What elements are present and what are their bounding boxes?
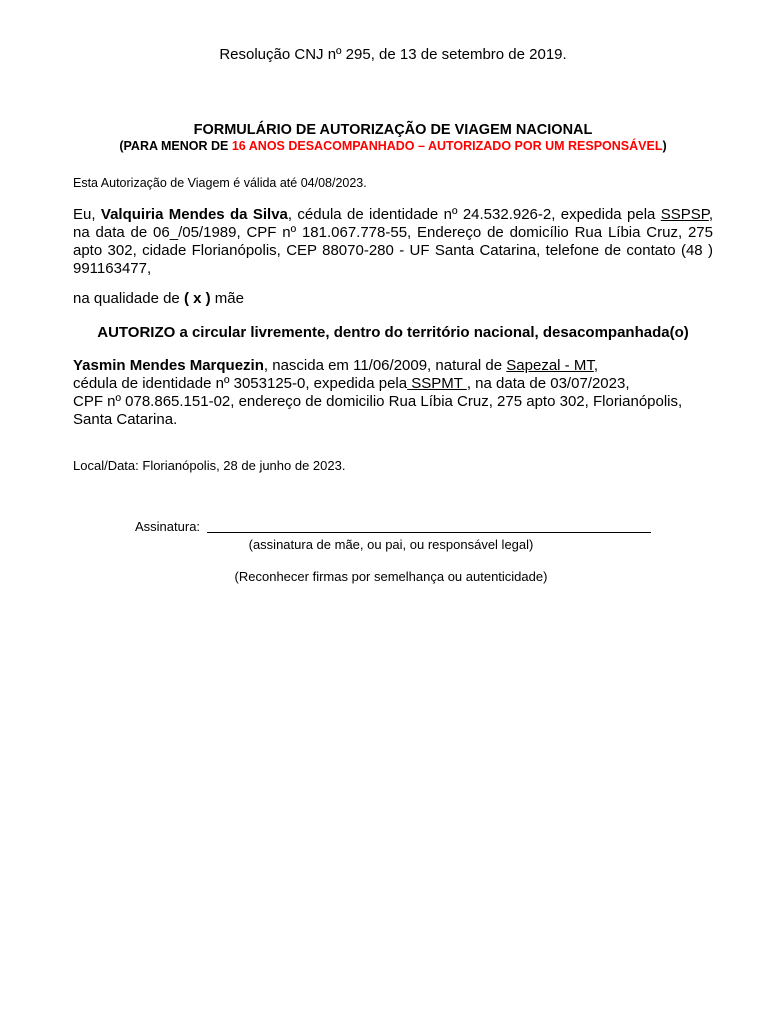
guardian-name: Valquiria Mendes da Silva xyxy=(100,206,288,223)
minor-line-3: CPF nº 078.865.151-02, endereço de domicilio Rua Líbia Cruz, 275 apto 302, Florianópolis, Santa Catarina. xyxy=(73,393,683,428)
resolution-reference: Resolução CNJ nº 295, de 13 de setembro de 2019. xyxy=(219,46,567,63)
capacity-role: mãe xyxy=(210,290,244,307)
minor-birthplace: Sapezal - MT xyxy=(506,357,594,374)
signature-note: (assinatura de mãe, ou pai, ou responsável legal) xyxy=(248,537,534,552)
guardian-details: , na data de 06_/05/1989, CPF nº 181.067.778-55, Endereço de domicílio Rua Líbia Cruz, 275 apto 302, cidade Florianópolis, CEP 88070-280 - UF Santa Catarina, telefone de contato (48 ) 991163477, xyxy=(73,206,713,277)
guardian-id-text: , cédula de identidade nº 24.532.926-2, expedida pela xyxy=(287,206,661,223)
guardian-prefix: Eu, xyxy=(73,206,101,223)
validity-statement: Esta Autorização de Viagem é válida até 04/08/2023. xyxy=(73,176,367,190)
notarization-note: (Reconhecer firmas por semelhança ou autenticidade) xyxy=(234,569,548,584)
minor-paragraph xyxy=(73,357,713,429)
capacity-checkbox-mark: ( x ) xyxy=(183,290,211,307)
capacity-prefix: na qualidade de xyxy=(73,290,184,307)
subtitle-highlight: 16 ANOS DESACOMPANHADO – AUTORIZADO POR UM RESPONSÁVEL xyxy=(231,139,663,153)
minor-id-date: , na data de 03/07/2023, xyxy=(466,375,630,392)
subtitle-open: (PARA MENOR DE xyxy=(119,139,232,153)
minor-comma: , xyxy=(593,357,598,374)
signature-rule xyxy=(207,518,651,533)
authorization-statement: AUTORIZO a circular livremente, dentro do território nacional, desacompanhada(o) xyxy=(97,324,689,341)
capacity-paragraph xyxy=(73,290,713,308)
local-date: Local/Data: Florianópolis, 28 de junho de 2023. xyxy=(73,458,346,473)
minor-name: Yasmin Mendes Marquezin xyxy=(73,357,264,374)
minor-birth: , nascida em 11/06/2009, natural de xyxy=(263,357,507,374)
subtitle-close: ) xyxy=(662,139,667,153)
form-title: FORMULÁRIO DE AUTORIZAÇÃO DE VIAGEM NACIONAL xyxy=(193,122,593,138)
signature-line xyxy=(135,518,651,534)
minor-line-2 xyxy=(73,375,713,393)
form-subtitle xyxy=(0,139,768,153)
minor-id-text: cédula de identidade nº 3053125-0, expedida pela xyxy=(73,375,408,392)
guardian-paragraph xyxy=(73,206,713,278)
minor-id-issuer: SSPMT xyxy=(407,375,467,392)
guardian-id-issuer: SSPSP xyxy=(660,206,709,223)
minor-line-1 xyxy=(73,357,713,375)
signature-label: Assinatura: xyxy=(135,519,204,534)
